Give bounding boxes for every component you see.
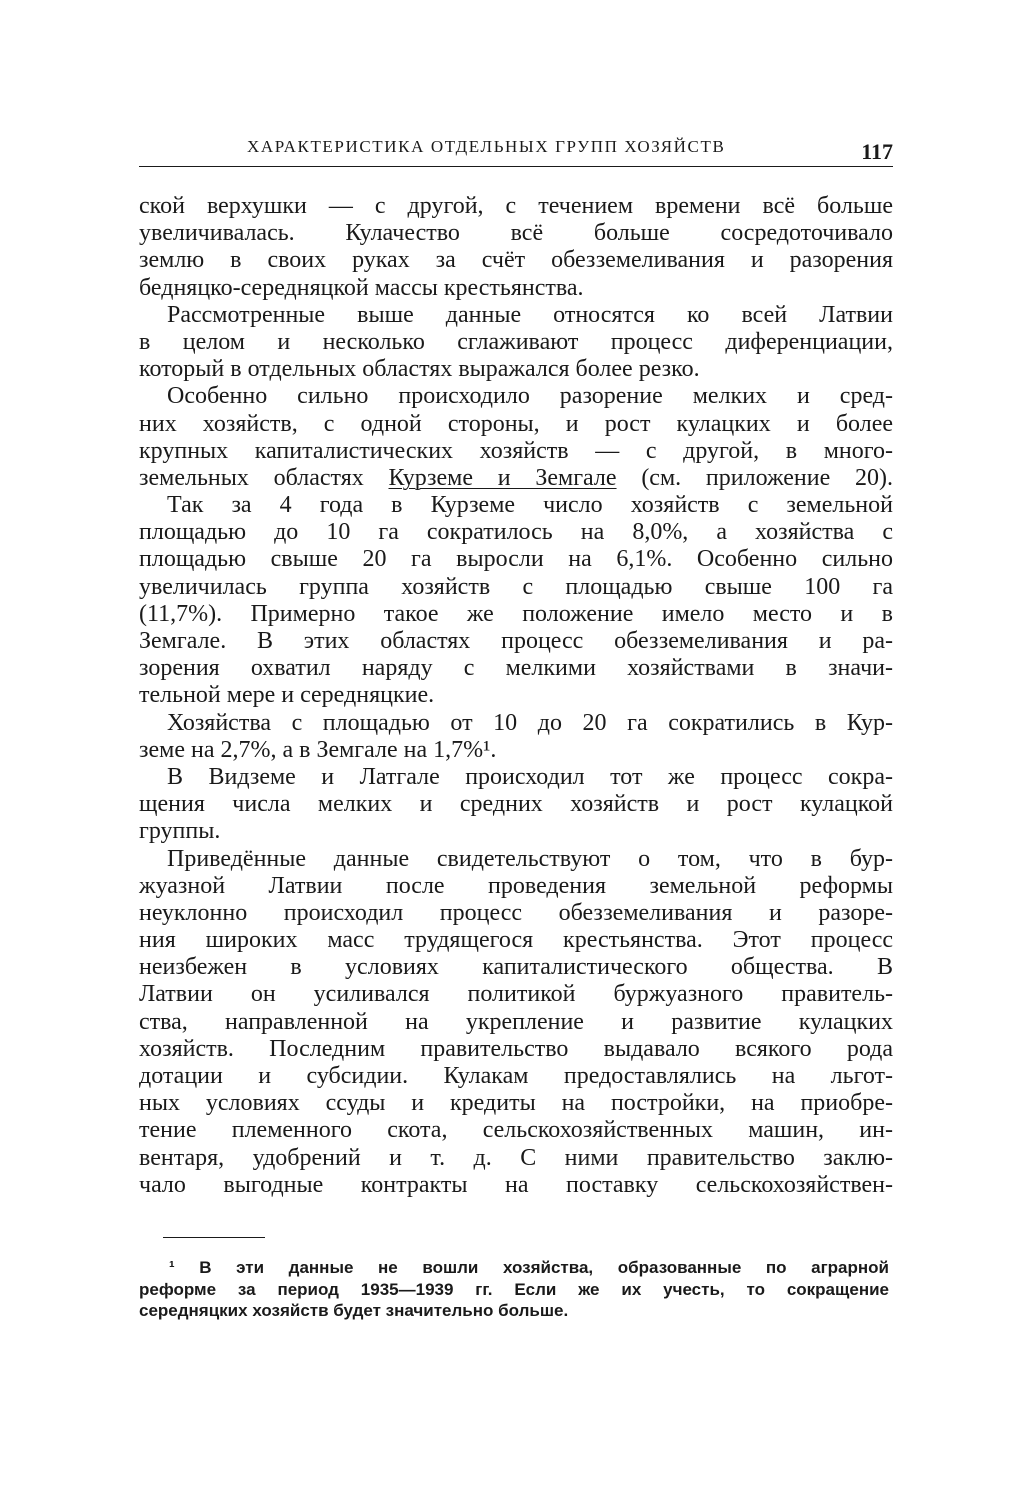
text-line: землю в своих руках за счёт обезземеливания и разорения — [139, 247, 893, 274]
text-line: хозяйств. Последним правительство выдавало всякого рода — [139, 1035, 893, 1062]
body-text — [139, 193, 893, 1199]
footnote-line: середняцких хозяйств будет значительно больше. — [139, 1301, 569, 1320]
text-line: зорения охватил наряду с мелкими хозяйствами в значи- — [139, 655, 893, 682]
text-line: неизбежен в условиях капиталистического общества. В — [139, 954, 893, 981]
text-line: (11,7%). Примерно такое же положение имело место и в — [139, 600, 893, 627]
page-number: 117 — [861, 139, 893, 164]
text-line: неуклонно происходил процесс обезземеливания и разоре- — [139, 899, 893, 926]
text-line: тельной мере и середняцкие. — [139, 682, 435, 709]
text-line: земе на 2,7%, а в Земгале на 1,7%¹. — [139, 736, 497, 763]
text-line: Латвии он усиливался политикой буржуазного правитель- — [139, 981, 893, 1008]
text-segment: (см. приложение 20). — [616, 464, 893, 491]
footnote — [139, 1257, 889, 1322]
text-line: ства, направленной на укрепление и развитие кулацких — [139, 1008, 893, 1035]
text-line: Приведённые данные свидетельствуют о том, что в бур- — [167, 845, 893, 872]
footnote-rule — [163, 1237, 265, 1238]
running-header-title: ХАРАКТЕРИСТИКА ОТДЕЛЬНЫХ ГРУПП ХОЗЯЙСТВ — [247, 137, 726, 156]
text-line: увеличивалась. Кулачество всё больше сосредоточивало — [139, 220, 893, 247]
text-line: вентаря, удобрений и т. д. С ними правительство заклю- — [139, 1144, 893, 1171]
text-line — [139, 465, 893, 492]
running-header — [139, 127, 893, 167]
text-line: жуазной Латвии после проведения земельной реформы — [139, 872, 893, 899]
text-segment: земельных областях — [139, 464, 389, 491]
header-rule — [139, 166, 893, 167]
text-line: Так за 4 года в Курземе число хозяйств с земельной — [167, 492, 893, 519]
text-line: Хозяйства с площадью от 10 до 20 га сократились в Кур- — [167, 709, 893, 736]
text-line: ния широких масс трудящегося крестьянства. Этот процесс — [139, 927, 893, 954]
footnote-line: реформе за период 1935—1939 гг. Если же их учесть, то сокращение — [139, 1279, 889, 1299]
text-line: тение племенного скота, сельскохозяйственных машин, ин- — [139, 1117, 893, 1144]
text-line: дотации и субсидии. Кулакам предоставлялись на льгот- — [139, 1063, 893, 1089]
text-line: Земгале. В этих областях процесс обезземеливания и ра- — [139, 628, 893, 654]
text-line: площадью свыше 20 га выросли на 6,1%. Особенно сильно — [139, 546, 893, 573]
underlined-region-names: Курземе и Земгале — [388, 464, 617, 491]
text-line: крупных капиталистических хозяйств — с другой, в много- — [139, 437, 893, 464]
text-line: группы. — [139, 818, 221, 845]
text-line: бедняцко-середняцкой массы крестьянства. — [139, 274, 584, 301]
text-line: который в отдельных областях выражался более резко. — [139, 356, 700, 383]
text-line: Рассмотренные выше данные относятся ко всей Латвии — [167, 301, 893, 328]
text-line: ской верхушки — с другой, с течением времени всё больше — [139, 193, 893, 219]
text-line: Особенно сильно происходило разорение мелких и сред- — [167, 383, 893, 410]
text-line: чало выгодные контракты на поставку сельскохозяйствен- — [139, 1171, 893, 1198]
text-line: в целом и несколько сглаживают процесс диференциации, — [139, 328, 893, 355]
text-line: щения числа мелких и средних хозяйств и рост кулацкой — [139, 791, 893, 818]
text-line: ных условиях ссуды и кредиты на постройки, на приобре- — [139, 1090, 893, 1117]
text-line: увеличилась группа хозяйств с площадью свыше 100 га — [139, 573, 893, 600]
footnote-line: ¹ В эти данные не вошли хозяйства, образованные по аграрной — [169, 1258, 889, 1277]
text-line: В Видземе и Латгале происходил тот же процесс сокра- — [167, 763, 893, 790]
text-line: площадью до 10 га сократилось на 8,0%, а хозяйства с — [139, 519, 893, 546]
text-line: них хозяйств, с одной стороны, и рост кулацких и более — [139, 410, 893, 437]
